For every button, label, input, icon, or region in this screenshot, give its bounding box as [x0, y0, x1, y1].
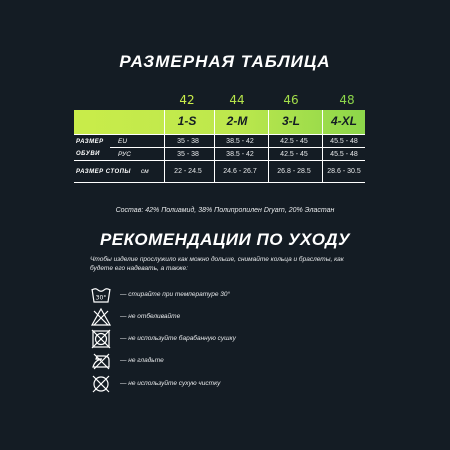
cell-foot: 24.6 - 26.7: [223, 168, 257, 175]
care-item-text: — не отбеливайте: [120, 313, 181, 320]
no-tumble-dry-icon: [90, 328, 112, 350]
care-item: [90, 350, 350, 372]
size-number: 48: [339, 93, 355, 107]
care-item-text: — не используйте сухую чистку: [120, 380, 221, 387]
row-label-size: РАЗМЕР: [76, 139, 104, 145]
table-divider: [268, 110, 269, 182]
care-item: [90, 306, 350, 328]
no-bleach-icon: [90, 306, 112, 328]
no-dry-clean-icon: [90, 373, 112, 395]
row-label-eu: EU: [118, 138, 128, 145]
cell-rus: 42.5 - 45: [280, 151, 308, 158]
size-label: 1-S: [177, 114, 197, 128]
size-label: 4-XL: [330, 114, 357, 128]
cell-foot: 26.8 - 28.5: [277, 168, 311, 175]
care-item: [90, 284, 350, 306]
table-divider: [110, 147, 365, 148]
cell-foot: 22 - 24.5: [174, 168, 202, 175]
no-iron-icon: [90, 350, 112, 372]
care-title: РЕКОМЕНДАЦИИ ПО УХОДУ: [99, 230, 351, 249]
care-item: [90, 373, 350, 395]
row-label-foot-unit: см: [141, 168, 149, 175]
row-label-rus: РУС: [118, 151, 131, 158]
care-item: [90, 328, 350, 350]
size-number: 44: [229, 93, 245, 107]
cell-rus: 35 - 38: [177, 151, 199, 158]
size-label: 3-L: [282, 114, 300, 128]
wash-30-icon: [90, 284, 112, 306]
cell-eu: 45.5 - 48: [330, 138, 358, 145]
care-item-text: — не гладьте: [120, 357, 164, 364]
cell-eu: 38.5 - 42: [226, 138, 254, 145]
care-intro: Чтобы изделие прослужило как можно дольше, снимайте кольца и браслеты, как будете его надевать, а также:: [90, 256, 344, 272]
composition-text: Состав: 42% Полиамид, 38% Полипропилен Dryarn, 20% Эластан: [115, 207, 335, 214]
svg-text:30°: 30°: [95, 294, 107, 302]
row-label-shoes: ОБУВИ: [76, 151, 100, 157]
row-label-foot: РАЗМЕР СТОПЫ: [76, 169, 131, 175]
size-number: 42: [179, 93, 195, 107]
size-label: 2-M: [226, 114, 248, 128]
table-divider: [74, 182, 365, 183]
cell-foot: 28.6 - 30.5: [327, 168, 361, 175]
table-divider: [214, 110, 215, 182]
cell-rus: 45.5 - 48: [330, 151, 358, 158]
care-item-text: — не используйте барабанную сушку: [120, 335, 236, 342]
size-chart-title: РАЗМЕРНАЯ ТАБЛИЦА: [119, 52, 331, 71]
care-item-text: — стирайте при температуре 30°: [120, 291, 231, 298]
cell-rus: 38.5 - 42: [226, 151, 254, 158]
cell-eu: 42.5 - 45: [280, 138, 308, 145]
cell-eu: 35 - 38: [177, 138, 199, 145]
size-numbers-row: [164, 93, 355, 107]
size-number: 46: [283, 93, 299, 107]
